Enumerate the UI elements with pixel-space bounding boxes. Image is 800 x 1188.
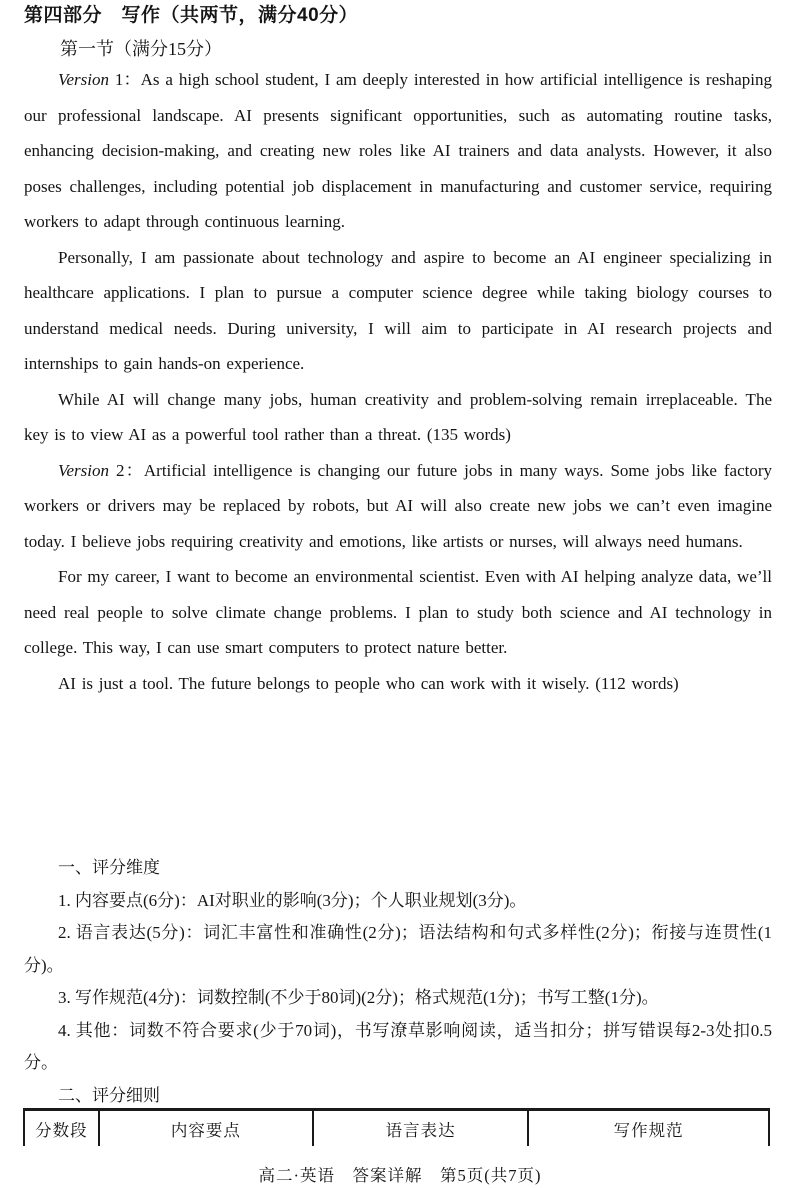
- scoring-item-norms: 3. 写作规范(4分)：词数控制(不少于80词)(2分)；格式规范(1分)；书写工整(1分)。: [58, 988, 659, 1007]
- version1-paragraph-3: While AI will change many jobs, human creativity and problem-solving remain irreplaceable. The key is to view AI as a powerful tool rather than a threat. (135 words): [24, 389, 772, 444]
- version2-paragraph-2: For my career, I want to become an environmental scientist. Even with AI helping analyze data, we’ll need real people to solve climate change problems. I plan to study both science and AI technology in college. This way, I can use smart computers to protect nature better.: [24, 567, 772, 657]
- page-footer: 高二·英语 答案详解 第5页(共7页): [258, 1166, 542, 1185]
- part-heading: 第四部分 写作（共两节，满分40分）: [24, 5, 359, 26]
- scoring-item-other: 4. 其他：词数不符合要求(少于70词)，书写潦草影响阅读，适当扣分；拼写错误每2-3处扣0.5分。: [24, 1020, 772, 1072]
- version2-paragraph-3: AI is just a tool. The future belongs to people who can work with it wisely. (112 words): [58, 673, 679, 693]
- scoring-item-language: 2. 语言表达(5分)：词汇丰富性和准确性(2分)；语法结构和句式多样性(2分)；衔接与连贯性(1分)。: [24, 923, 772, 975]
- scoring-criteria-block: [24, 852, 772, 1106]
- version2-label: Version: [58, 460, 109, 480]
- version2-paragraph-1-text: Artificial intelligence is changing our future jobs in many ways. Some jobs like factory workers or drivers may be replaced by robots, but AI will also create new jobs we can’t even imagine today. I believe jobs requiring creativity and emotions, like artists or nurses, will always need humans.: [24, 460, 772, 551]
- section-heading: 第一节（满分15分）: [60, 39, 222, 59]
- version2-label-num: 2：: [109, 460, 144, 480]
- version1-label: Version: [58, 70, 109, 89]
- version1-paragraph-1-text: As a high school student, I am deeply interested in how artificial intelligence is reshaping our professional landscape. AI presents significant opportunities, such as automating routine tasks, enhancing decision-making, and creating new roles like AI trainers and data analysts. However, it also poses challenges, including potential job displacement in manufacturing and customer service, requiring workers to adapt through continuous learning.: [24, 70, 772, 231]
- rubric-header-norms: 写作规范: [527, 1111, 770, 1146]
- rubric-header-language: 语言表达: [312, 1111, 527, 1146]
- version1-label-num: 1：: [109, 70, 141, 89]
- scoring-dimensions-heading: 一、评分维度: [58, 858, 160, 877]
- scoring-item-content: 1. 内容要点(6分)：AI对职业的影响(3分)；个人职业规划(3分)。: [58, 890, 527, 910]
- version2-paragraph-1: [24, 453, 772, 560]
- version1-paragraph-1: [24, 62, 772, 240]
- rubric-header-score-range: 分数段: [23, 1111, 98, 1146]
- scoring-rubric-heading: 二、评分细则: [58, 1085, 160, 1105]
- version1-paragraph-2: Personally, I am passionate about technology and aspire to become an AI engineer specializing in healthcare applications. I plan to pursue a computer science degree while taking biology courses to understand medical needs. During university, I will aim to participate in AI research projects and internships to gain hands-on experience.: [24, 247, 772, 373]
- rubric-header-content: 内容要点: [98, 1111, 312, 1146]
- rubric-table: [23, 1108, 770, 1146]
- model-essay-block: [24, 62, 772, 852]
